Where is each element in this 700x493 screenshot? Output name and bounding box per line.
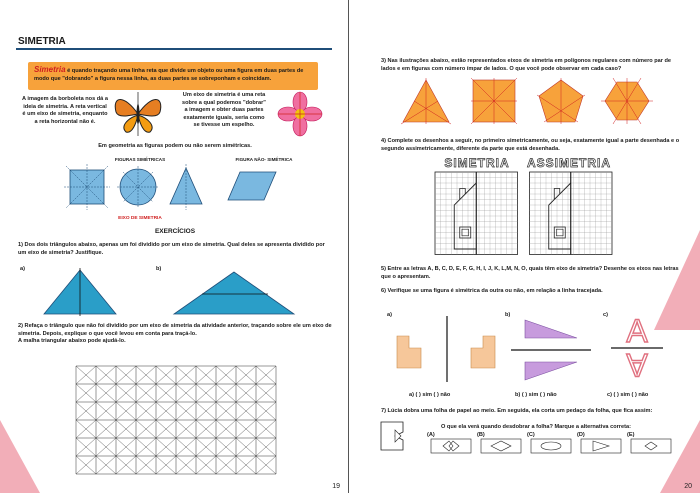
definition-text: Simetria é quando traçando uma linha reta que divide um objeto ou uma figura em duas partes de modo que "dobrando" a figura nessa linha, as duas partes se sobreponham e coincidam. [34,65,304,82]
symmetric-figures [64,164,284,214]
q7-option-b[interactable]: (B) [477,432,485,438]
question-7: 7) Lúcia dobra uma folha de papel ao meio. Em seguida, ela corta um pedaço da folha, que fica assim: [381,408,653,414]
q6-figure-a [395,316,499,382]
triangle-b [172,270,296,316]
butterfly-text: A imagem da borboleta nos dá a ideia de simetria. A reta vertical é um eixo de simetria, enquanto a reta horizontal não é. [22,96,108,125]
q1-label-a: a) [20,266,25,272]
label-symmetric: FIGURAS SIMÉTRICAS [114,157,166,162]
q7-option-e[interactable]: (E) [627,432,635,438]
q6-label-c: c) [603,312,608,318]
q6-answer-c[interactable]: c) ( ) sim ( ) não [607,392,649,398]
title-underline [16,48,332,50]
question-7-prompt: O que ela verá quando desdobrar a folha? Marque a alternativa correta: [441,424,631,430]
q7-option-c-shape [531,439,571,453]
definition-box [28,62,318,90]
question-4: 4) Complete os desenhos a seguir, no primeiro simetricamente, ou seja, exatamente igual a parte desenhada e o segundo assimetricamente, diferente da parte que está desenhada. [381,138,680,152]
q1-label-b: b) [156,266,162,272]
q7-option-e-shape [631,439,671,453]
question-3: 3) Nas ilustrações abaixo, estão representados eixos de simetria em polígonos regulares com número par de lados e em figuras com número ímpar de lados. O que você pode observar em cada caso? [381,58,672,72]
q6-label-a: a) [387,312,392,318]
definition-term: Simetria [34,65,66,74]
question-1: 1) Dos dois triângulos abaixo, apenas um foi dividido por um eixo de simetria. Qual deles se apresenta dividido por um eixo de simetria? Justifique. [18,242,325,256]
page-title: SIMETRIA [18,36,66,47]
page-number-left: 19 [332,483,340,490]
grid-asymmetry-title: ASSIMETRIA [527,156,612,170]
exercises-title: EXERCÍCIOS [154,228,196,235]
polygons-with-axes [401,78,661,128]
q6-letter-top: A [626,313,648,349]
label-nonsymmetric: FIGURA NÃO- SIMÉTRICA [235,157,293,162]
q7-option-a[interactable]: (A) [427,432,435,438]
butterfly-image [112,92,164,136]
drawing-grids [435,172,611,258]
triangle-a [40,268,120,318]
right-page [351,0,700,493]
q6-figure-b [511,316,591,382]
q7-option-c[interactable]: (C) [527,432,535,438]
question-5: 5) Entre as letras A, B, C, D, E, F, G, H, I, J, K, L,M, N, O, quais têm eixo de simetria? Desenhe os eixos nas letras que o apresentam. [381,266,679,280]
q6-answer-b[interactable]: b) ( ) sim ( ) não [515,392,557,398]
left-page [0,0,349,493]
q7-option-d[interactable]: (D) [577,432,585,438]
q6-answer-a[interactable]: a) ( ) sim ( ) não [409,392,451,398]
q6-label-b: b) [505,312,511,318]
q7-option-d-shape [581,439,621,453]
question-6: 6) Verifique se uma figura é simétrica da outra ou não, em relação a linha tracejada. [381,288,603,294]
q7-option-a-shape [431,439,471,453]
pink-corner-bottom-left [0,420,40,493]
q7-options [427,432,697,456]
question-2: 2) Refaça o triângulo que não foi dividido por um eixo de simetria da atividade anterior, traçando sobre ele um eixo de simetria. Depois, explique o que você levou em conta para traçá-lo. [18,323,332,337]
page-number-right: 20 [684,483,692,490]
geometry-text: Em geometria as figuras podem ou não serem simétricas. [98,143,252,149]
question-2-hint: A malha triangular abaixo pode ajudá-lo. [18,338,126,344]
flower-image [278,92,322,136]
triangular-grid [76,366,276,474]
q6-figure-c [609,312,665,384]
folded-paper [381,422,405,450]
flower-text: Um eixo de simetria é uma reta sobre a qual podemos "dobrar" a imagem e obter duas partes exatamente iguais, seria como se tivesse um espelho. [182,92,266,129]
axis-label: EIXO DE SIMETRIA [118,216,162,221]
q7-option-b-shape [481,439,521,453]
grid-symmetry-title: SIMETRIA [444,156,510,170]
q6-letter-bottom: A [626,347,648,383]
